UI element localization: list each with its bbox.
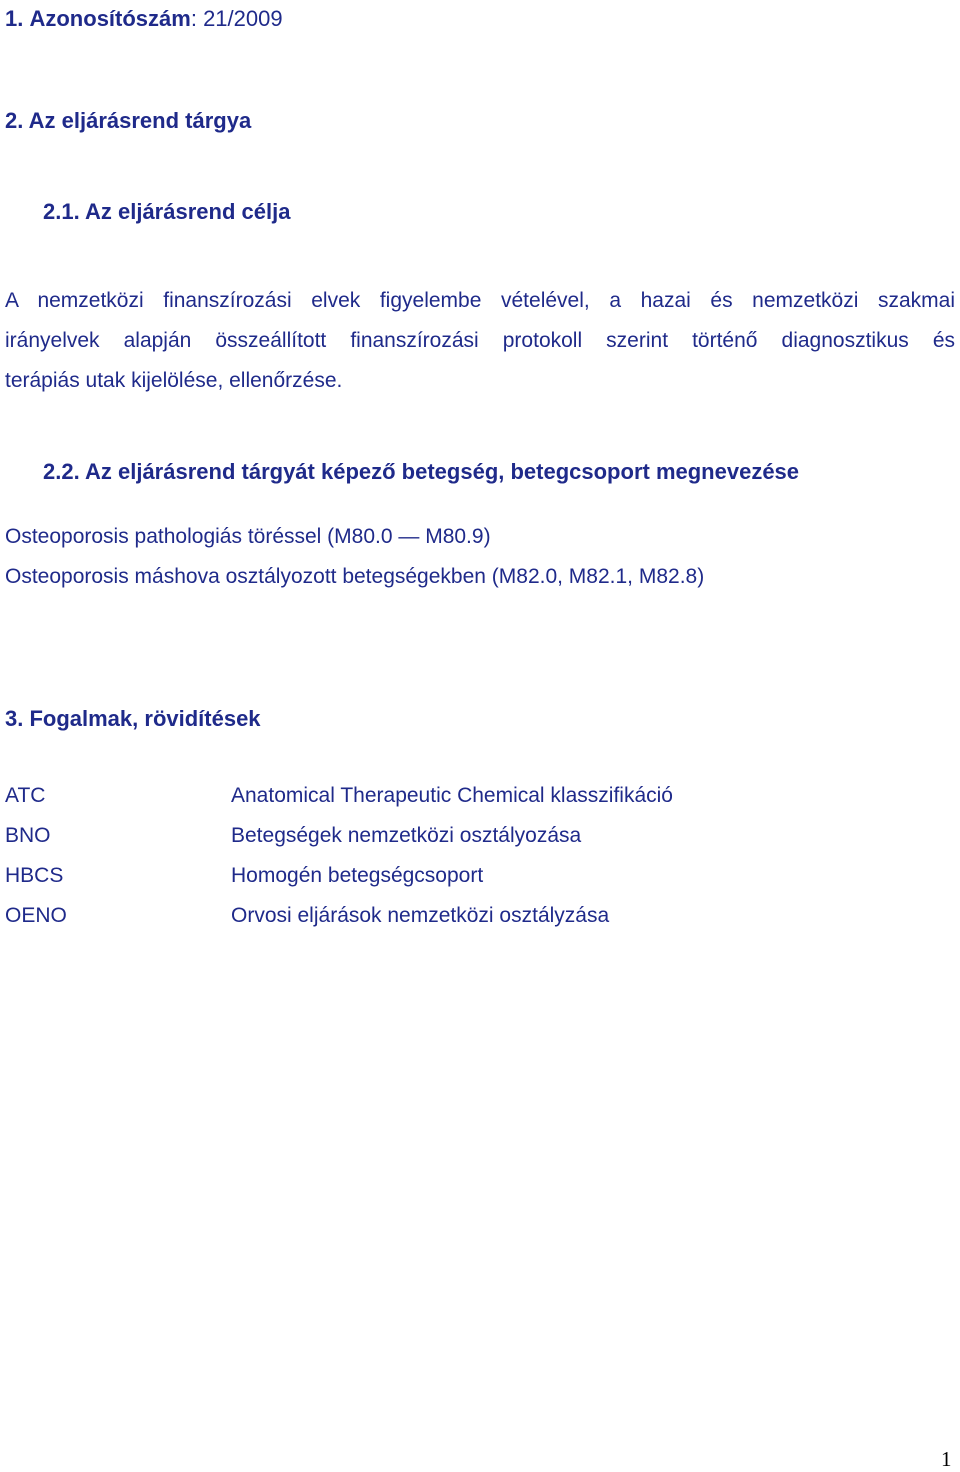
disease-line: Osteoporosis pathologiás töréssel (M80.0 — M80.9) [5,525,491,548]
abbreviation-term: HBCS [5,864,64,887]
section-2-heading: 2. Az eljárásrend tárgya [5,108,252,133]
abbreviation-definition: Anatomical Therapeutic Chemical klasszifikáció [231,784,673,807]
identifier-value: : 21/2009 [190,6,283,31]
abbreviation-term: BNO [5,824,51,847]
abbreviation-term: ATC [5,784,46,807]
purpose-paragraph-line: terápiás utak kijelölése, ellenőrzése. [5,369,343,392]
purpose-paragraph-line: irányelvek alapján összeállított finanszírozási protokoll szerint történő diagnosztikus és [5,329,955,352]
abbreviation-term: OENO [5,904,67,927]
identifier-label: Azonosítószám [29,6,191,31]
identifier-heading [5,6,283,32]
section-3-heading: 3. Fogalmak, rövidítések [5,706,261,731]
purpose-paragraph-line: A nemzetközi finanszírozási elvek figyelembe vételével, a hazai és nemzetközi szakmai [5,289,955,312]
abbreviation-definition: Betegségek nemzetközi osztályozása [231,824,582,847]
section-2-2-heading: 2.2. Az eljárásrend tárgyát képező betegség, betegcsoport megnevezése [43,459,800,484]
page-number: 1 [941,1447,952,1471]
abbreviation-definition: Homogén betegségcsoport [231,864,484,887]
purpose-paragraph [5,281,955,401]
disease-line: Osteoporosis máshova osztályozott betegségekben (M82.0, M82.1, M82.8) [5,565,705,588]
abbreviation-definition: Orvosi eljárások nemzetközi osztályzása [231,904,610,927]
section-2-1-heading: 2.1. Az eljárásrend célja [43,199,291,224]
identifier-number: 1. [5,6,24,31]
